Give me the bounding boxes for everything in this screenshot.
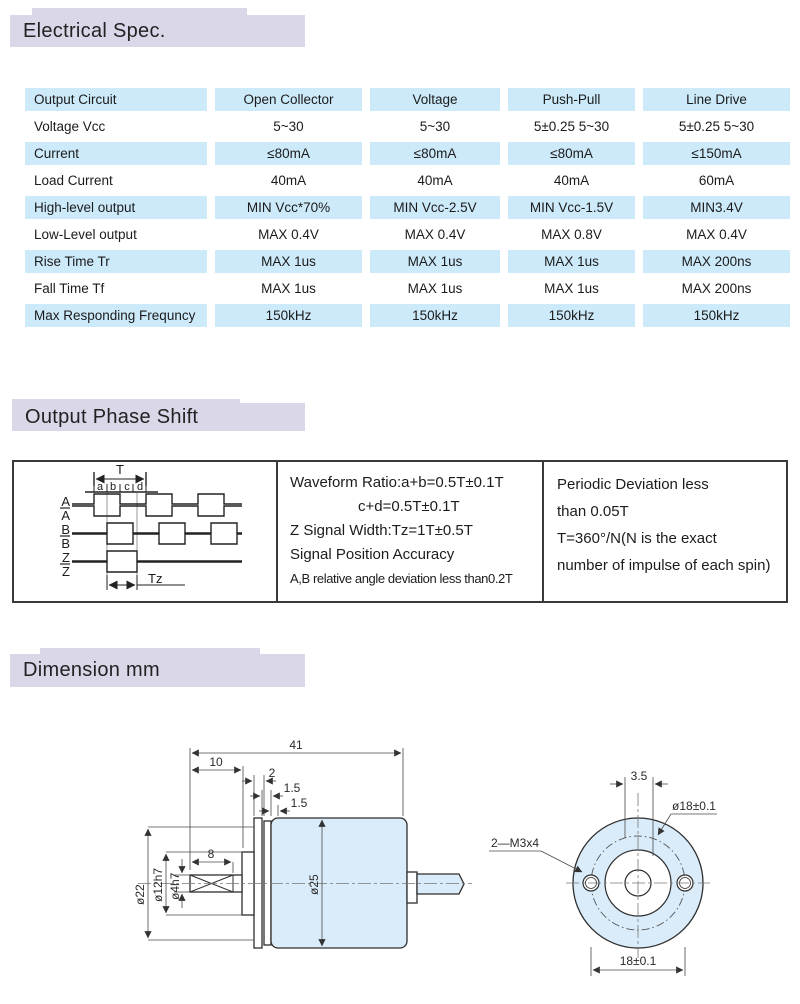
dim-3_5: 3.5 (630, 769, 648, 783)
waveform-t-label: T (116, 462, 124, 477)
table-cell: MIN Vcc-1.5V (508, 196, 635, 219)
row-label: Low-Level output (34, 227, 137, 242)
signal-z-label: Z (62, 550, 70, 565)
table-cell: MAX 1us (407, 281, 463, 296)
signal-a-label: A (61, 494, 70, 509)
electrical-spec-table (25, 88, 790, 331)
front-view-drawing (489, 769, 717, 976)
dim-total-length: 41 (289, 738, 303, 752)
tz-label: Tz (148, 571, 163, 586)
box-divider (276, 462, 278, 601)
dim-dia-12h7: ø12h7 (151, 867, 165, 902)
output-phase-shift-title-bar (12, 403, 305, 431)
table-cell: ≤80mA (215, 142, 362, 165)
dim-hole-spacing: 18±0.1 (619, 954, 657, 968)
table-cell: 150kHz (370, 304, 500, 327)
dim-1_5-b: 1.5 (290, 796, 308, 810)
row-label: Current (25, 142, 207, 165)
waveform-diagram (14, 462, 274, 601)
text-line: A,B relative angle deviation less than0.2T (290, 571, 513, 586)
table-cell: ≤80mA (508, 142, 635, 165)
signal-b-label: B (61, 522, 70, 537)
row-label: High-level output (25, 196, 207, 219)
table-cell: MIN3.4V (643, 196, 790, 219)
dim-dia-4h7: ø4h7 (168, 872, 182, 900)
segment-c-label: c (124, 481, 130, 493)
text-line: T=360°/N(N is the exact (557, 530, 717, 547)
table-cell: MAX 200ns (681, 281, 752, 296)
dimension-title-bar (10, 654, 305, 687)
output-phase-shift-title: Output Phase Shift (25, 405, 199, 428)
column-header: Line Drive (643, 88, 790, 111)
segment-d-label: d (136, 481, 144, 493)
table-cell: MAX 1us (215, 250, 362, 273)
table-cell: MIN Vcc*70% (215, 196, 362, 219)
dimension-drawing (0, 700, 800, 1004)
dimension-title: Dimension mm (23, 659, 160, 681)
box-divider (542, 462, 544, 601)
signal-z-bar-label: Z (62, 564, 70, 579)
signal-b-bar-label: B (61, 536, 70, 551)
electrical-spec-title: Electrical Spec. (23, 19, 166, 42)
row-label: Fall Time Tf (34, 281, 105, 296)
table-row (25, 142, 790, 165)
table-row (25, 277, 790, 300)
dim-2: 2 (268, 766, 276, 780)
column-header: Voltage (370, 88, 500, 111)
periodic-deviation-text (557, 471, 787, 579)
electrical-spec-title-bar (10, 15, 305, 47)
table-cell: 150kHz (215, 304, 362, 327)
row-label: Voltage Vcc (34, 119, 106, 134)
table-cell: 40mA (417, 173, 453, 188)
text-line: Waveform Ratio:a+b=0.5T±0.1T (290, 474, 504, 491)
table-header-row (25, 88, 790, 111)
side-view-drawing (133, 738, 472, 948)
column-header: Output Circuit (25, 88, 207, 111)
text-line: than 0.05T (557, 503, 629, 520)
title-bar-tab (32, 8, 247, 15)
table-row (25, 250, 790, 273)
title-bar-tab (40, 648, 260, 654)
table-row (25, 304, 790, 327)
table-cell: MAX 0.8V (541, 227, 602, 242)
table-cell: 5~30 (419, 119, 451, 134)
dim-8: 8 (207, 847, 215, 861)
table-cell: MAX 1us (370, 250, 500, 273)
dim-bolt-circle: ø18±0.1 (672, 799, 716, 813)
text-line: Periodic Deviation less (557, 476, 709, 493)
table-cell: MAX 0.4V (686, 227, 747, 242)
table-cell: MAX 1us (261, 281, 316, 296)
signal-a-bar-label: A (61, 508, 70, 523)
segment-a-label: a (96, 481, 104, 493)
row-label: Rise Time Tr (25, 250, 207, 273)
dim-mount-holes: 2—M3x4 (490, 836, 540, 850)
table-row (25, 115, 790, 138)
table-cell: ≤150mA (643, 142, 790, 165)
row-label: Load Current (34, 173, 113, 188)
table-cell: MAX 200ns (643, 250, 790, 273)
column-header: Open Collector (215, 88, 362, 111)
table-row (25, 196, 790, 219)
column-header: Push-Pull (508, 88, 635, 111)
table-cell: MAX 1us (508, 250, 635, 273)
waveform-ratio-text (290, 471, 540, 591)
table-cell: 5±0.25 5~30 (678, 119, 755, 134)
dim-1_5-a: 1.5 (283, 781, 301, 795)
dim-dia-25: ø25 (307, 874, 321, 895)
text-line: number of impulse of each spin) (557, 557, 771, 574)
dim-dia-22: ø22 (133, 884, 147, 905)
table-cell: 150kHz (508, 304, 635, 327)
table-cell: MAX 0.4V (404, 227, 466, 242)
row-label: Max Responding Frequncy (25, 304, 207, 327)
segment-b-label: b (109, 481, 117, 493)
table-cell: ≤80mA (370, 142, 500, 165)
phase-shift-box (12, 460, 788, 603)
table-cell: MAX 1us (544, 281, 599, 296)
table-cell: MAX 0.4V (258, 227, 319, 242)
table-cell: 5~30 (273, 119, 304, 134)
table-cell: 40mA (553, 173, 590, 188)
table-row (25, 169, 790, 192)
table-cell: 40mA (270, 173, 307, 188)
table-row (25, 223, 790, 246)
table-cell: 60mA (698, 173, 735, 188)
table-cell: MIN Vcc-2.5V (370, 196, 500, 219)
table-cell: 150kHz (643, 304, 790, 327)
title-bar-tab (12, 399, 240, 403)
dim-10: 10 (209, 755, 223, 769)
text-line: c+d=0.5T±0.1T (358, 498, 460, 515)
text-line: Z Signal Width:Tz=1T±0.5T (290, 522, 473, 539)
text-line: Signal Position Accuracy (290, 546, 455, 563)
table-cell: 5±0.25 5~30 (533, 119, 610, 134)
